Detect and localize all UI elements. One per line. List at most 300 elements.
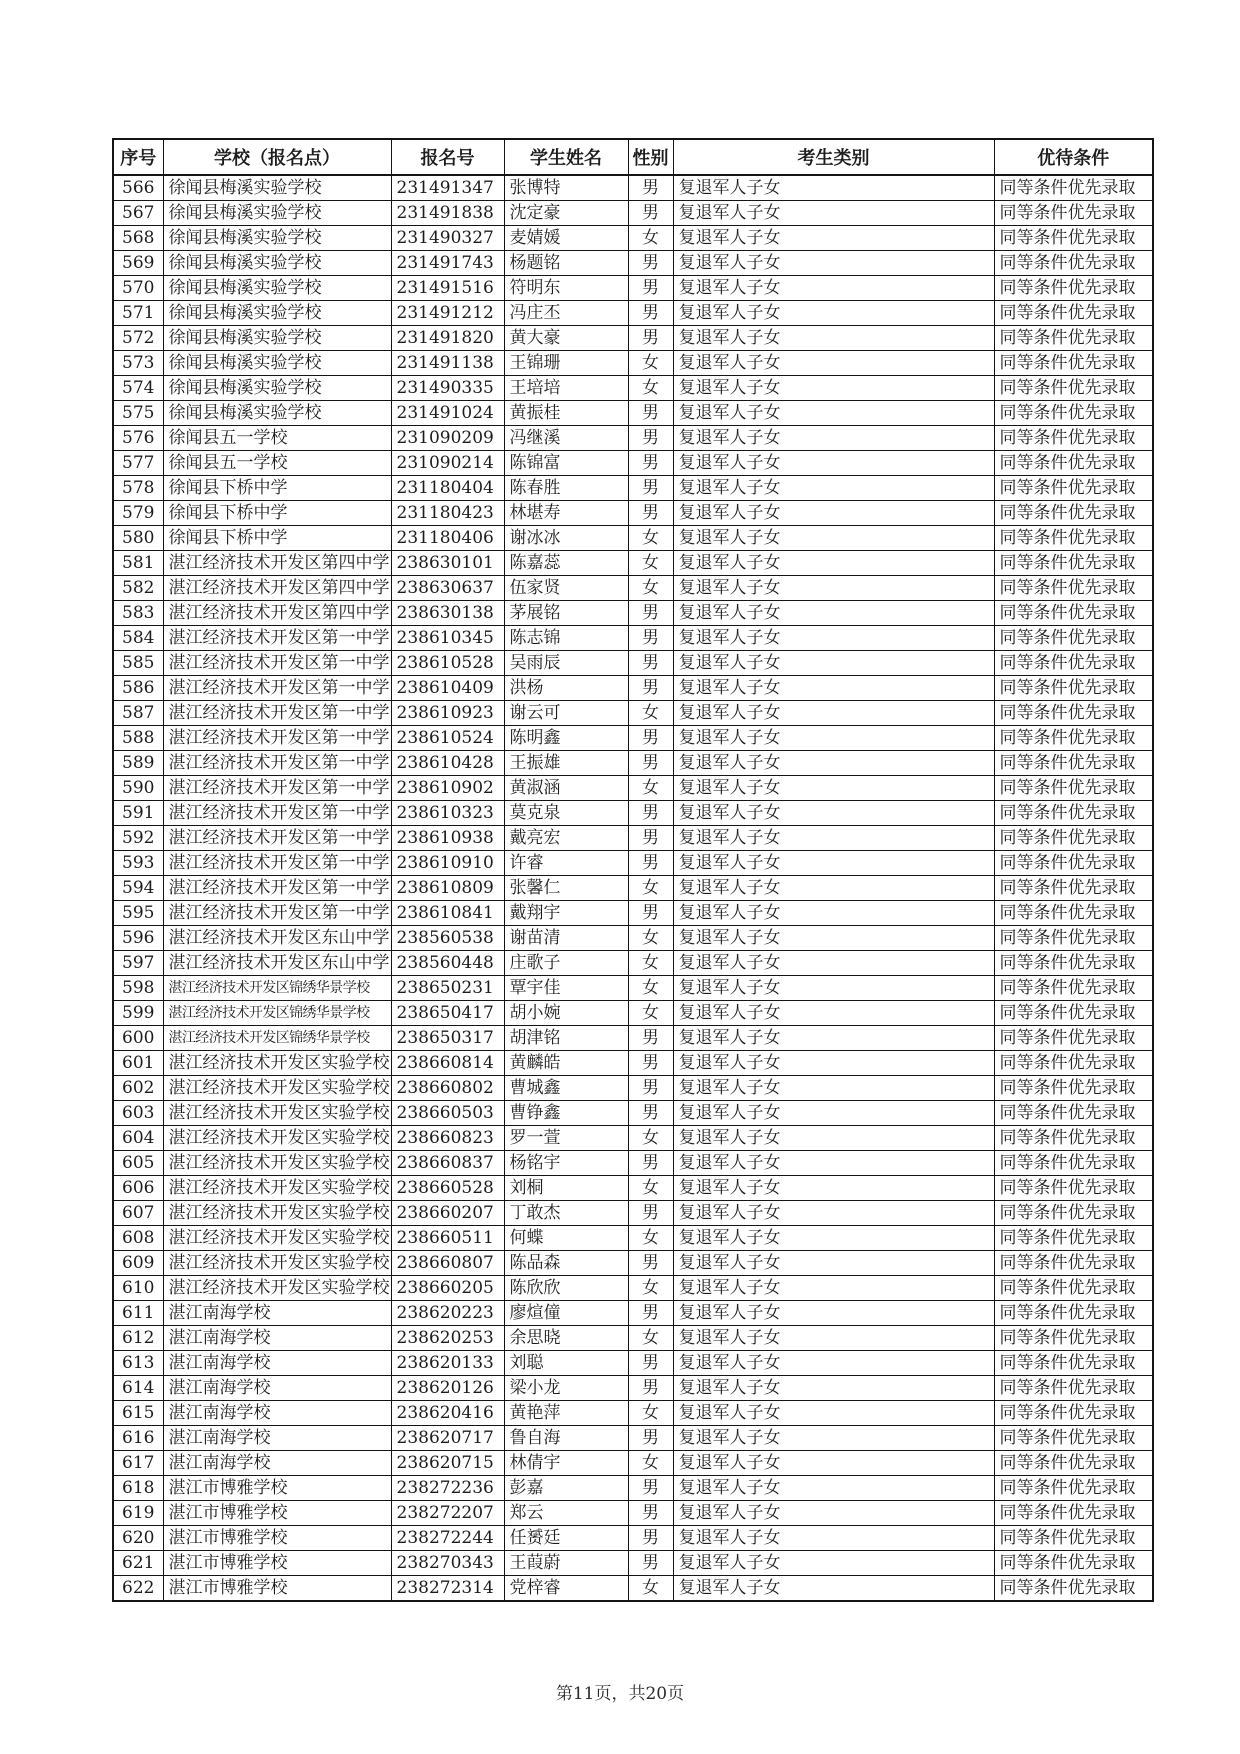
cell-school: 徐闻县梅溪实验学校 [163, 201, 391, 226]
cell-category: 复退军人子女 [673, 1026, 994, 1051]
cell-reg-no: 238660837 [391, 1151, 504, 1176]
cell-school: 湛江经济技术开发区实验学校 [163, 1176, 391, 1201]
cell-gender: 男 [628, 1551, 673, 1576]
cell-index: 579 [113, 501, 163, 526]
cell-preference: 同等条件优先录取 [994, 1276, 1153, 1301]
cell-gender: 男 [628, 1351, 673, 1376]
cell-preference: 同等条件优先录取 [994, 1526, 1153, 1551]
cell-index: 567 [113, 201, 163, 226]
student-table [112, 138, 1154, 1602]
cell-reg-no: 238610809 [391, 876, 504, 901]
cell-gender: 女 [628, 1226, 673, 1251]
cell-category: 复退军人子女 [673, 201, 994, 226]
cell-school: 湛江经济技术开发区第一中学 [163, 776, 391, 801]
cell-category: 复退军人子女 [673, 351, 994, 376]
cell-school: 湛江经济技术开发区实验学校 [163, 1151, 391, 1176]
cell-gender: 男 [628, 401, 673, 426]
cell-index: 570 [113, 276, 163, 301]
cell-reg-no: 238272314 [391, 1576, 504, 1602]
cell-reg-no: 238620715 [391, 1451, 504, 1476]
column-header-gender: 性别 [628, 139, 673, 175]
cell-gender: 女 [628, 1401, 673, 1426]
column-header-index: 序号 [113, 139, 163, 175]
cell-category: 复退军人子女 [673, 1451, 994, 1476]
cell-reg-no: 231491820 [391, 326, 504, 351]
table-row [113, 876, 1153, 901]
cell-category: 复退军人子女 [673, 601, 994, 626]
cell-name: 吴雨辰 [504, 651, 628, 676]
cell-index: 576 [113, 426, 163, 451]
cell-name: 冯继溪 [504, 426, 628, 451]
cell-reg-no: 231490327 [391, 226, 504, 251]
cell-name: 王振雄 [504, 751, 628, 776]
cell-gender: 男 [628, 426, 673, 451]
cell-preference: 同等条件优先录取 [994, 726, 1153, 751]
table-row [113, 501, 1153, 526]
cell-category: 复退军人子女 [673, 401, 994, 426]
cell-index: 615 [113, 1401, 163, 1426]
cell-school: 湛江市博雅学校 [163, 1576, 391, 1602]
cell-reg-no: 238660807 [391, 1251, 504, 1276]
cell-preference: 同等条件优先录取 [994, 676, 1153, 701]
cell-school: 湛江经济技术开发区实验学校 [163, 1226, 391, 1251]
cell-school: 湛江经济技术开发区第一中学 [163, 851, 391, 876]
cell-reg-no: 238660503 [391, 1101, 504, 1126]
table-row [113, 751, 1153, 776]
cell-preference: 同等条件优先录取 [994, 1101, 1153, 1126]
cell-school: 湛江经济技术开发区第一中学 [163, 751, 391, 776]
cell-school: 湛江经济技术开发区实验学校 [163, 1276, 391, 1301]
cell-preference: 同等条件优先录取 [994, 951, 1153, 976]
cell-preference: 同等条件优先录取 [994, 1201, 1153, 1226]
cell-gender: 男 [628, 301, 673, 326]
cell-gender: 男 [628, 1301, 673, 1326]
cell-category: 复退军人子女 [673, 951, 994, 976]
cell-reg-no: 238610524 [391, 726, 504, 751]
cell-school: 徐闻县梅溪实验学校 [163, 301, 391, 326]
cell-name: 许睿 [504, 851, 628, 876]
cell-preference: 同等条件优先录取 [994, 976, 1153, 1001]
table-row [113, 976, 1153, 1001]
cell-category: 复退军人子女 [673, 1301, 994, 1326]
cell-reg-no: 231090209 [391, 426, 504, 451]
cell-preference: 同等条件优先录取 [994, 376, 1153, 401]
cell-preference: 同等条件优先录取 [994, 1476, 1153, 1501]
table-row [113, 926, 1153, 951]
cell-preference: 同等条件优先录取 [994, 1451, 1153, 1476]
cell-reg-no: 238560448 [391, 951, 504, 976]
cell-reg-no: 238650317 [391, 1026, 504, 1051]
cell-reg-no: 238610323 [391, 801, 504, 826]
cell-index: 594 [113, 876, 163, 901]
cell-category: 复退军人子女 [673, 226, 994, 251]
cell-category: 复退军人子女 [673, 501, 994, 526]
table-row [113, 1451, 1153, 1476]
cell-name: 党梓睿 [504, 1576, 628, 1602]
cell-category: 复退军人子女 [673, 551, 994, 576]
cell-index: 606 [113, 1176, 163, 1201]
cell-school: 徐闻县下桥中学 [163, 501, 391, 526]
table-row [113, 576, 1153, 601]
column-header-category: 考生类别 [673, 139, 994, 175]
cell-index: 617 [113, 1451, 163, 1476]
cell-gender: 女 [628, 226, 673, 251]
cell-index: 595 [113, 901, 163, 926]
cell-index: 608 [113, 1226, 163, 1251]
cell-name: 陈春胜 [504, 476, 628, 501]
table-row [113, 526, 1153, 551]
cell-name: 覃宇佳 [504, 976, 628, 1001]
cell-reg-no: 238610345 [391, 626, 504, 651]
cell-gender: 女 [628, 926, 673, 951]
cell-index: 614 [113, 1376, 163, 1401]
cell-preference: 同等条件优先录取 [994, 276, 1153, 301]
cell-preference: 同等条件优先录取 [994, 1426, 1153, 1451]
cell-preference: 同等条件优先录取 [994, 701, 1153, 726]
cell-index: 573 [113, 351, 163, 376]
cell-school: 湛江南海学校 [163, 1301, 391, 1326]
table-row [113, 1201, 1153, 1226]
cell-name: 王锦珊 [504, 351, 628, 376]
table-row [113, 1551, 1153, 1576]
cell-preference: 同等条件优先录取 [994, 1076, 1153, 1101]
table-row [113, 451, 1153, 476]
cell-name: 廖煊僮 [504, 1301, 628, 1326]
cell-index: 568 [113, 226, 163, 251]
cell-preference: 同等条件优先录取 [994, 551, 1153, 576]
cell-reg-no: 238650231 [391, 976, 504, 1001]
cell-category: 复退军人子女 [673, 1226, 994, 1251]
cell-preference: 同等条件优先录取 [994, 451, 1153, 476]
cell-category: 复退军人子女 [673, 1501, 994, 1526]
cell-school: 湛江市博雅学校 [163, 1476, 391, 1501]
cell-preference: 同等条件优先录取 [994, 1376, 1153, 1401]
table-row [113, 1226, 1153, 1251]
cell-school: 徐闻县梅溪实验学校 [163, 226, 391, 251]
cell-gender: 女 [628, 1326, 673, 1351]
cell-school: 湛江南海学校 [163, 1326, 391, 1351]
cell-name: 陈品森 [504, 1251, 628, 1276]
cell-school: 徐闻县五一学校 [163, 426, 391, 451]
table-row [113, 951, 1153, 976]
cell-index: 581 [113, 551, 163, 576]
cell-gender: 女 [628, 526, 673, 551]
cell-category: 复退军人子女 [673, 826, 994, 851]
cell-category: 复退军人子女 [673, 451, 994, 476]
table-row [113, 1151, 1153, 1176]
cell-preference: 同等条件优先录取 [994, 1501, 1153, 1526]
cell-name: 洪杨 [504, 676, 628, 701]
table-row [113, 726, 1153, 751]
cell-gender: 女 [628, 701, 673, 726]
cell-category: 复退军人子女 [673, 1201, 994, 1226]
cell-reg-no: 238270343 [391, 1551, 504, 1576]
table-row [113, 1276, 1153, 1301]
cell-index: 619 [113, 1501, 163, 1526]
cell-index: 592 [113, 826, 163, 851]
table-row [113, 1526, 1153, 1551]
cell-reg-no: 238650417 [391, 1001, 504, 1026]
cell-gender: 男 [628, 1201, 673, 1226]
cell-index: 587 [113, 701, 163, 726]
table-row [113, 626, 1153, 651]
cell-category: 复退军人子女 [673, 851, 994, 876]
table-row [113, 901, 1153, 926]
cell-reg-no: 231180404 [391, 476, 504, 501]
cell-school: 徐闻县五一学校 [163, 451, 391, 476]
cell-preference: 同等条件优先录取 [994, 851, 1153, 876]
cell-school: 湛江南海学校 [163, 1351, 391, 1376]
cell-preference: 同等条件优先录取 [994, 175, 1153, 201]
table-row [113, 1126, 1153, 1151]
cell-name: 黄艳萍 [504, 1401, 628, 1426]
cell-category: 复退军人子女 [673, 676, 994, 701]
cell-school: 湛江经济技术开发区第一中学 [163, 801, 391, 826]
cell-index: 590 [113, 776, 163, 801]
cell-preference: 同等条件优先录取 [994, 1176, 1153, 1201]
cell-preference: 同等条件优先录取 [994, 1301, 1153, 1326]
cell-name: 戴亮宏 [504, 826, 628, 851]
cell-preference: 同等条件优先录取 [994, 576, 1153, 601]
cell-preference: 同等条件优先录取 [994, 1401, 1153, 1426]
table-row [113, 175, 1153, 201]
cell-name: 曹铮鑫 [504, 1101, 628, 1126]
cell-gender: 男 [628, 276, 673, 301]
cell-gender: 男 [628, 1501, 673, 1526]
cell-preference: 同等条件优先录取 [994, 1551, 1153, 1576]
page-footer: 第11页，共20页 [555, 1684, 685, 1704]
cell-school: 湛江经济技术开发区实验学校 [163, 1101, 391, 1126]
table-row [113, 1501, 1153, 1526]
cell-school: 湛江经济技术开发区第一中学 [163, 701, 391, 726]
cell-reg-no: 238620416 [391, 1401, 504, 1426]
cell-name: 刘聪 [504, 1351, 628, 1376]
cell-school: 湛江经济技术开发区第一中学 [163, 901, 391, 926]
cell-category: 复退军人子女 [673, 175, 994, 201]
cell-school: 湛江经济技术开发区锦绣华景学校 [163, 1001, 391, 1026]
cell-index: 609 [113, 1251, 163, 1276]
cell-category: 复退军人子女 [673, 626, 994, 651]
cell-gender: 男 [628, 1026, 673, 1051]
cell-gender: 男 [628, 1051, 673, 1076]
cell-name: 庄歌子 [504, 951, 628, 976]
cell-gender: 女 [628, 351, 673, 376]
cell-index: 613 [113, 1351, 163, 1376]
cell-name: 杨题铭 [504, 251, 628, 276]
table-row [113, 851, 1153, 876]
cell-reg-no: 238272207 [391, 1501, 504, 1526]
cell-reg-no: 238620126 [391, 1376, 504, 1401]
cell-gender: 女 [628, 876, 673, 901]
cell-reg-no: 231491743 [391, 251, 504, 276]
cell-name: 黄麟皓 [504, 1051, 628, 1076]
cell-gender: 女 [628, 1451, 673, 1476]
cell-category: 复退军人子女 [673, 651, 994, 676]
cell-school: 湛江市博雅学校 [163, 1501, 391, 1526]
cell-index: 605 [113, 1151, 163, 1176]
cell-reg-no: 238660511 [391, 1226, 504, 1251]
cell-category: 复退军人子女 [673, 1276, 994, 1301]
cell-preference: 同等条件优先录取 [994, 476, 1153, 501]
cell-index: 616 [113, 1426, 163, 1451]
cell-category: 复退军人子女 [673, 301, 994, 326]
cell-index: 603 [113, 1101, 163, 1126]
cell-name: 王培培 [504, 376, 628, 401]
cell-index: 611 [113, 1301, 163, 1326]
cell-school: 湛江经济技术开发区实验学校 [163, 1126, 391, 1151]
cell-gender: 男 [628, 476, 673, 501]
cell-preference: 同等条件优先录取 [994, 926, 1153, 951]
cell-preference: 同等条件优先录取 [994, 351, 1153, 376]
cell-category: 复退军人子女 [673, 1376, 994, 1401]
cell-gender: 男 [628, 251, 673, 276]
cell-reg-no: 238660528 [391, 1176, 504, 1201]
cell-index: 596 [113, 926, 163, 951]
cell-gender: 男 [628, 175, 673, 201]
cell-index: 618 [113, 1476, 163, 1501]
cell-category: 复退军人子女 [673, 276, 994, 301]
cell-reg-no: 238660814 [391, 1051, 504, 1076]
cell-preference: 同等条件优先录取 [994, 1151, 1153, 1176]
cell-preference: 同等条件优先录取 [994, 1126, 1153, 1151]
cell-index: 591 [113, 801, 163, 826]
cell-index: 569 [113, 251, 163, 276]
cell-gender: 女 [628, 551, 673, 576]
cell-index: 597 [113, 951, 163, 976]
cell-reg-no: 238560538 [391, 926, 504, 951]
cell-category: 复退军人子女 [673, 376, 994, 401]
table-row [113, 1351, 1153, 1376]
cell-reg-no: 238272236 [391, 1476, 504, 1501]
cell-name: 胡小婉 [504, 1001, 628, 1026]
cell-preference: 同等条件优先录取 [994, 226, 1153, 251]
cell-category: 复退军人子女 [673, 1526, 994, 1551]
cell-preference: 同等条件优先录取 [994, 776, 1153, 801]
cell-reg-no: 238610409 [391, 676, 504, 701]
cell-gender: 男 [628, 826, 673, 851]
cell-name: 戴翔宇 [504, 901, 628, 926]
cell-name: 梁小龙 [504, 1376, 628, 1401]
cell-name: 杨铭宇 [504, 1151, 628, 1176]
cell-school: 湛江经济技术开发区第一中学 [163, 876, 391, 901]
cell-school: 湛江经济技术开发区第一中学 [163, 651, 391, 676]
cell-index: 598 [113, 976, 163, 1001]
table-row [113, 1326, 1153, 1351]
cell-reg-no: 238610841 [391, 901, 504, 926]
cell-preference: 同等条件优先录取 [994, 1351, 1153, 1376]
cell-school: 徐闻县梅溪实验学校 [163, 376, 391, 401]
cell-gender: 女 [628, 1001, 673, 1026]
cell-gender: 男 [628, 901, 673, 926]
column-header-reg-no: 报名号 [391, 139, 504, 175]
table-row [113, 1176, 1153, 1201]
table-row [113, 676, 1153, 701]
cell-index: 602 [113, 1076, 163, 1101]
cell-name: 符明东 [504, 276, 628, 301]
cell-reg-no: 238610938 [391, 826, 504, 851]
cell-school: 湛江经济技术开发区东山中学 [163, 951, 391, 976]
cell-school: 湛江经济技术开发区实验学校 [163, 1201, 391, 1226]
table-row [113, 651, 1153, 676]
cell-reg-no: 238660802 [391, 1076, 504, 1101]
cell-preference: 同等条件优先录取 [994, 201, 1153, 226]
cell-name: 罗一萱 [504, 1126, 628, 1151]
table-row [113, 251, 1153, 276]
cell-reg-no: 238610923 [391, 701, 504, 726]
table-row [113, 1476, 1153, 1501]
cell-preference: 同等条件优先录取 [994, 301, 1153, 326]
cell-gender: 男 [628, 451, 673, 476]
cell-index: 578 [113, 476, 163, 501]
cell-gender: 女 [628, 576, 673, 601]
cell-reg-no: 238610428 [391, 751, 504, 776]
table-row [113, 326, 1153, 351]
cell-index: 612 [113, 1326, 163, 1351]
cell-name: 黄淑涵 [504, 776, 628, 801]
cell-category: 复退军人子女 [673, 1126, 994, 1151]
cell-school: 徐闻县梅溪实验学校 [163, 401, 391, 426]
cell-reg-no: 238660823 [391, 1126, 504, 1151]
cell-reg-no: 238272244 [391, 1526, 504, 1551]
column-header-school: 学校（报名点） [163, 139, 391, 175]
column-header-name: 学生姓名 [504, 139, 628, 175]
cell-preference: 同等条件优先录取 [994, 751, 1153, 776]
cell-name: 彭嘉 [504, 1476, 628, 1501]
cell-index: 600 [113, 1026, 163, 1051]
cell-index: 585 [113, 651, 163, 676]
table-row [113, 401, 1153, 426]
cell-category: 复退军人子女 [673, 1551, 994, 1576]
table-row [113, 1426, 1153, 1451]
cell-name: 余思晓 [504, 1326, 628, 1351]
cell-preference: 同等条件优先录取 [994, 426, 1153, 451]
cell-school: 徐闻县下桥中学 [163, 476, 391, 501]
cell-school: 湛江经济技术开发区第一中学 [163, 726, 391, 751]
table-row [113, 1101, 1153, 1126]
cell-gender: 男 [628, 851, 673, 876]
cell-preference: 同等条件优先录取 [994, 876, 1153, 901]
cell-reg-no: 231491212 [391, 301, 504, 326]
cell-name: 郑云 [504, 1501, 628, 1526]
cell-index: 622 [113, 1576, 163, 1602]
cell-school: 徐闻县梅溪实验学校 [163, 326, 391, 351]
table-row [113, 426, 1153, 451]
cell-preference: 同等条件优先录取 [994, 1051, 1153, 1076]
cell-name: 张博特 [504, 175, 628, 201]
cell-school: 湛江市博雅学校 [163, 1551, 391, 1576]
cell-index: 588 [113, 726, 163, 751]
cell-school: 湛江经济技术开发区第四中学 [163, 601, 391, 626]
cell-index: 574 [113, 376, 163, 401]
cell-preference: 同等条件优先录取 [994, 801, 1153, 826]
cell-category: 复退军人子女 [673, 1076, 994, 1101]
table-row [113, 1401, 1153, 1426]
cell-category: 复退军人子女 [673, 901, 994, 926]
cell-reg-no: 231090214 [391, 451, 504, 476]
cell-preference: 同等条件优先录取 [994, 1251, 1153, 1276]
cell-index: 571 [113, 301, 163, 326]
cell-index: 586 [113, 676, 163, 701]
cell-gender: 男 [628, 326, 673, 351]
cell-gender: 男 [628, 1101, 673, 1126]
table-row [113, 1026, 1153, 1051]
cell-category: 复退军人子女 [673, 1351, 994, 1376]
cell-preference: 同等条件优先录取 [994, 251, 1153, 276]
cell-index: 610 [113, 1276, 163, 1301]
cell-gender: 男 [628, 1076, 673, 1101]
cell-category: 复退军人子女 [673, 926, 994, 951]
cell-name: 谢云可 [504, 701, 628, 726]
